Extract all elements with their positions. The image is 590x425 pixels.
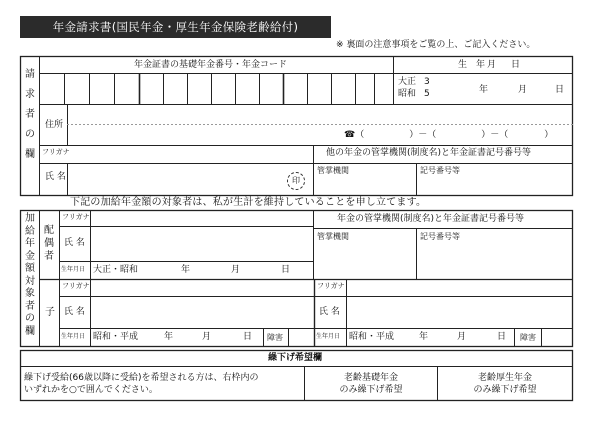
spouse-pension-label: 年金の管掌機関(制度名)と年金証書記号番号等: [337, 214, 525, 224]
spouse-eras[interactable]: 大正・昭和: [93, 265, 139, 275]
child2-disability[interactable]: 障害: [520, 333, 536, 342]
symbol-number-label: 記号番号等: [420, 166, 460, 175]
phone-field[interactable]: ☎（ ）－（ ）－（ ）: [344, 130, 554, 140]
instruction-note: ※ 裏面の注意事項をご覧の上、ご記入ください。: [336, 40, 536, 50]
spouse-furigana-label: フリガナ: [62, 213, 90, 221]
birth-month-header: 月: [487, 60, 497, 70]
claimant-section-label: 請 求 者 の 欄: [25, 69, 35, 160]
spouse-agency-label: 管掌機関: [317, 232, 349, 241]
child2-eras[interactable]: 昭和・平成: [349, 332, 395, 342]
child1-day-unit: 日: [243, 332, 253, 342]
era-taisho[interactable]: 大正: [398, 77, 417, 87]
child2-year-unit: 年: [419, 332, 429, 342]
era-showa[interactable]: 昭和: [398, 89, 417, 99]
seal-mark: 印: [287, 172, 305, 190]
child-label: 子: [45, 307, 55, 318]
option-basic-pension-2[interactable]: のみ繰下げ希望: [339, 385, 403, 395]
pension-number-label: 年金証書の基礎年金番号・年金コード: [134, 60, 288, 70]
child2-birth-label: 生年月日: [316, 333, 341, 340]
child2-furigana-label: フリガナ: [317, 282, 345, 290]
address-label: 住所: [45, 120, 64, 130]
era-taisho-num: 3: [424, 77, 430, 87]
child1-month-unit: 月: [202, 332, 212, 342]
spouse-year-unit: 年: [181, 265, 191, 275]
option-employee-pension-2[interactable]: のみ繰下げ希望: [473, 385, 537, 395]
spouse-birth-label: 生年月日: [61, 266, 86, 273]
option-basic-pension-1[interactable]: 老齢基礎年金: [343, 373, 398, 383]
dependents-section-label: 加 給 年 金 額 対 象 者 の 欄: [25, 213, 35, 337]
child1-eras[interactable]: 昭和・平成: [93, 332, 139, 342]
spouse-day-unit: 日: [281, 265, 291, 275]
name-label: 氏 名: [45, 172, 66, 182]
option-employee-pension-1[interactable]: 老齢厚生年金: [477, 373, 532, 383]
maintenance-statement: 下記の加給年金額の対象者は、私が生計を維持していることを申し立てます。: [70, 197, 427, 208]
child2-day-unit: 日: [497, 332, 507, 342]
child1-furigana-label: フリガナ: [62, 282, 90, 290]
birth-month-unit: 月: [518, 85, 528, 95]
birth-day-header: 日: [511, 60, 521, 70]
spouse-name-label: 氏 名: [64, 238, 85, 248]
birth-day-unit: 日: [555, 85, 565, 95]
spouse-month-unit: 月: [231, 265, 241, 275]
agency-label: 管掌機関: [317, 166, 349, 175]
child1-name-label: 氏 名: [64, 307, 85, 317]
child1-year-unit: 年: [164, 332, 174, 342]
form-title: 年金請求書(国民年金・厚生年金保険老齢給付): [20, 16, 331, 38]
spouse-label: 配 偶 者: [44, 225, 54, 262]
birth-year-unit: 年: [479, 85, 489, 95]
deferral-instruction-1: 繰下げ受給(66歳以降に受給)を希望される方は、右枠内の: [24, 373, 259, 383]
other-pension-label: 他の年金の管掌機関(制度名)と年金証書記号番号等: [326, 148, 532, 158]
child2-name-label: 氏 名: [319, 307, 340, 317]
child1-disability[interactable]: 障害: [267, 333, 283, 342]
child1-birth-label: 生年月日: [61, 333, 86, 340]
deferral-instruction-2: いずれかを○で囲んでください。: [24, 385, 158, 395]
spouse-symbol-label: 記号番号等: [420, 232, 460, 241]
birth-year-header: 生 年: [458, 60, 486, 70]
furigana-label: フリガナ: [42, 148, 70, 156]
deferral-title: 繰下げ希望欄: [267, 353, 322, 363]
child2-month-unit: 月: [457, 332, 467, 342]
era-showa-num: 5: [424, 89, 430, 99]
